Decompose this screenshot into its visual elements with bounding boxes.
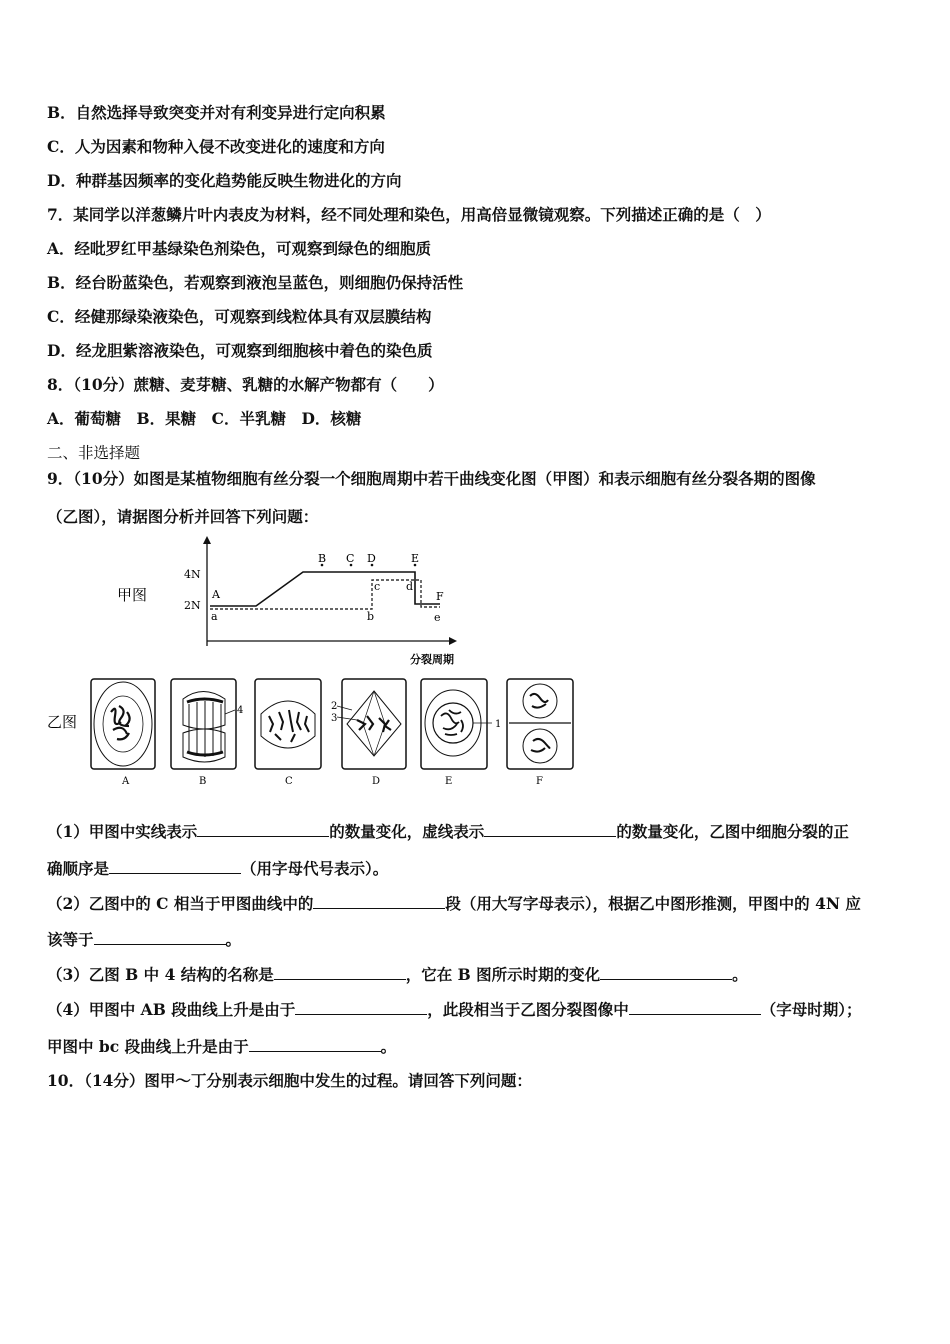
point-label-D: D <box>367 552 376 565</box>
point-label-b: b <box>367 610 375 623</box>
q6-option-c: C．人为因素和物种入侵不改变进化的速度和方向 <box>47 137 385 156</box>
q10-stem: 10．（14分）图甲～丁分别表示细胞中发生的过程。请回答下列问题： <box>47 1071 532 1090</box>
q9-part1-line2: 确顺序是 （用字母代号表示）。 <box>47 859 389 878</box>
answer-blank[interactable] <box>94 930 226 945</box>
point-label-F: F <box>436 590 444 603</box>
cell-label-e: E <box>445 776 453 786</box>
q9-part4-line1: （4）甲图中 AB 段曲线上升是由于 ，此段相当于乙图分裂图像中 （字母时期）； <box>47 1000 862 1019</box>
answer-blank[interactable] <box>629 1000 761 1015</box>
point-label-C: C <box>346 552 355 565</box>
point-label-c: c <box>374 580 381 593</box>
q9-part1-line1: （1）甲图中实线表示 的数量变化，虚线表示 的数量变化，乙图中细胞分裂的正 <box>47 822 849 841</box>
yi-label: 乙图 <box>47 713 78 731</box>
q7-option-d: D．经龙胆紫溶液染色，可观察到细胞核中着色的染色质 <box>47 341 433 360</box>
q7-option-a: A．经吡罗红甲基绿染色剂染色，可观察到绿色的细胞质 <box>47 239 432 258</box>
point-label-e: e <box>434 611 441 624</box>
pointer-label-3: 3 <box>331 713 338 724</box>
point-label-a: a <box>211 610 218 623</box>
y-label-2n: 2N <box>184 599 201 612</box>
pointer-label-4: 4 <box>237 705 244 716</box>
jia-label: 甲图 <box>117 586 148 604</box>
point-label-E: E <box>411 552 420 565</box>
answer-blank[interactable] <box>295 1000 427 1015</box>
answer-blank[interactable] <box>274 965 406 980</box>
q7-option-b: B．经台盼蓝染色，若观察到液泡呈蓝色，则细胞仍保持活性 <box>47 273 464 292</box>
mitosis-figure <box>47 534 577 786</box>
cell-label-f: F <box>536 776 543 786</box>
q6-option-d: D．种群基因频率的变化趋势能反映生物进化的方向 <box>47 171 402 190</box>
point-label-A: A <box>212 588 220 601</box>
q7-option-c: C．经健那绿染液染色，可观察到线粒体具有双层膜结构 <box>47 307 432 326</box>
q6-option-b: B．自然选择导致突变并对有利变异进行定向积累 <box>47 103 386 122</box>
point-label-d: d <box>406 580 414 593</box>
cell-label-d: D <box>372 776 381 786</box>
point-label-B: B <box>318 552 327 565</box>
pointer-label-1: 1 <box>495 719 502 730</box>
y-label-4n: 4N <box>184 568 201 581</box>
x-axis-label: 分裂周期 <box>410 653 454 666</box>
q9-stem-line2: （乙图），请据图分析并回答下列问题： <box>47 507 319 526</box>
q9-stem-line1: 9．（10分）如图是某植物细胞有丝分裂一个细胞周期中若干曲线变化图（甲图）和表示细胞有丝分裂各期的图像 <box>47 469 816 488</box>
q8-stem: 8．（10分）蔗糖、麦芽糖、乳糖的水解产物都有（ ） <box>47 375 444 394</box>
answer-blank[interactable] <box>313 894 445 909</box>
cell-label-b: B <box>199 776 207 786</box>
q9-part3: （3）乙图 B 中 4 结构的名称是 ，它在 B 图所示时期的变化 。 <box>47 965 748 984</box>
answer-blank[interactable] <box>109 859 241 874</box>
q9-part2-line2: 该等于 。 <box>47 930 242 949</box>
answer-blank[interactable] <box>249 1037 381 1052</box>
q7-stem: 7．某同学以洋葱鳞片叶内表皮为材料，经不同处理和染色，用高倍显微镜观察。下列描述正确的是（ ） <box>47 205 771 224</box>
q8-options: A．葡萄糖 B．果糖 C．半乳糖 D．核糖 <box>47 409 362 428</box>
answer-blank[interactable] <box>600 965 732 980</box>
cell-label-c: C <box>285 776 293 786</box>
answer-blank[interactable] <box>197 822 329 837</box>
q9-part4-line2: 甲图中 bc 段曲线上升是由于 。 <box>47 1037 397 1056</box>
answer-blank[interactable] <box>484 822 616 837</box>
q9-part2-line1: （2）乙图中的 C 相当于甲图曲线中的 段（用大写字母表示），根据乙中图形推测，甲图中的 4N 应 <box>47 894 861 913</box>
pointer-label-2: 2 <box>331 701 338 712</box>
section-heading: 二、非选择题 <box>47 444 141 462</box>
cell-label-a: A <box>122 776 130 786</box>
